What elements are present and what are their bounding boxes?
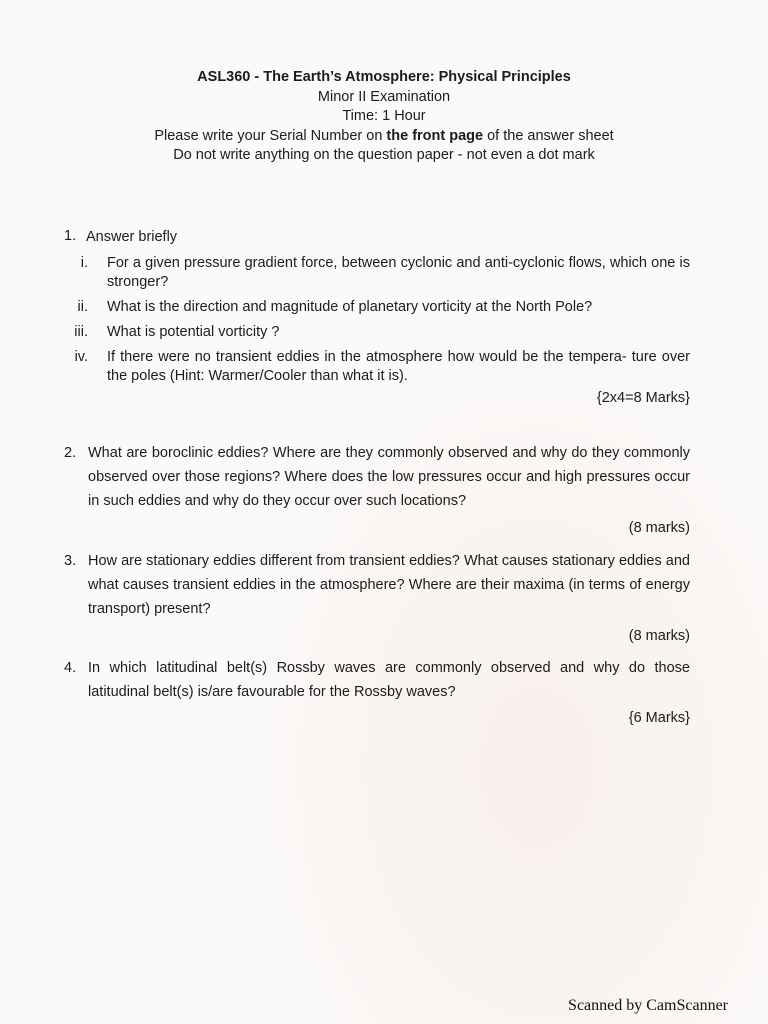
- exam-name: Minor II Examination: [317, 88, 451, 105]
- exam-header: [0, 68, 768, 166]
- question-1: [64, 228, 690, 386]
- question-text: Answer briefly: [86, 229, 178, 245]
- course-title: ASL360 - The Earth’s Atmosphere: Physical Principles: [197, 69, 571, 85]
- question-number: 4.: [64, 660, 77, 676]
- subquestion-number: ii.: [77, 299, 88, 315]
- question-2: [64, 441, 690, 513]
- question-3-marks: (8 marks): [628, 628, 690, 644]
- question-1-marks: {2x4=8 Marks}: [596, 390, 690, 406]
- exam-time: Time: 1 Hour: [342, 108, 426, 124]
- question-4-marks: {6 Marks}: [628, 710, 690, 726]
- scanner-watermark: Scanned by CamScanner: [568, 997, 728, 1014]
- question-text: What are boroclinic eddies? Where are they commonly observed and why do they commonly observed over those regions? Where does the low pressures occur and high pressures occur in such eddies and why do they occur over such locations?: [88, 445, 690, 509]
- question-number: 3.: [64, 553, 77, 569]
- subquestion-text: What is the direction and magnitude of planetary vorticity at the North Pole?: [107, 299, 593, 315]
- instruction-emphasis: the front page: [386, 127, 484, 144]
- question-4: [64, 656, 690, 704]
- instruction-serial-number: [0, 127, 768, 147]
- question-text: In which latitudinal belt(s) Rossby waves are commonly observed and why do those latitudinal belt(s) is/are favourable for the Rossby waves?: [88, 660, 690, 700]
- subquestion-ii: [77, 298, 690, 317]
- subquestion-text: If there were no transient eddies in the atmosphere how would be the tempera- ture over the poles (Hint: Warmer/Cooler than what it is).: [107, 349, 690, 384]
- subquestion-number: iii.: [74, 324, 88, 340]
- subquestion-iv: [74, 348, 690, 386]
- subquestion-number: i.: [80, 255, 88, 271]
- question-2-marks: (8 marks): [628, 520, 690, 536]
- subquestion-i: [80, 254, 690, 292]
- subquestion-text: For a given pressure gradient force, between cyclonic and anti-cyclonic flows, which one is stronger?: [107, 255, 690, 290]
- instruction-text: Please write your Serial Number on: [154, 127, 387, 144]
- instruction-no-marks: Do not write anything on the question paper - not even a dot mark: [173, 147, 595, 163]
- question-3: [64, 549, 690, 621]
- subquestion-number: iv.: [74, 349, 88, 365]
- subquestion-text: What is potential vorticity ?: [107, 324, 280, 340]
- question-number: 2.: [64, 445, 77, 461]
- question-text: How are stationary eddies different from transient eddies? What causes stationary eddies and what causes transient eddies in the atmosphere? Where are their maxima (in terms of energy transport) present?: [88, 553, 690, 617]
- subquestion-iii: [74, 323, 690, 342]
- instruction-text: of the answer sheet: [483, 127, 614, 144]
- question-number: 1.: [64, 228, 77, 244]
